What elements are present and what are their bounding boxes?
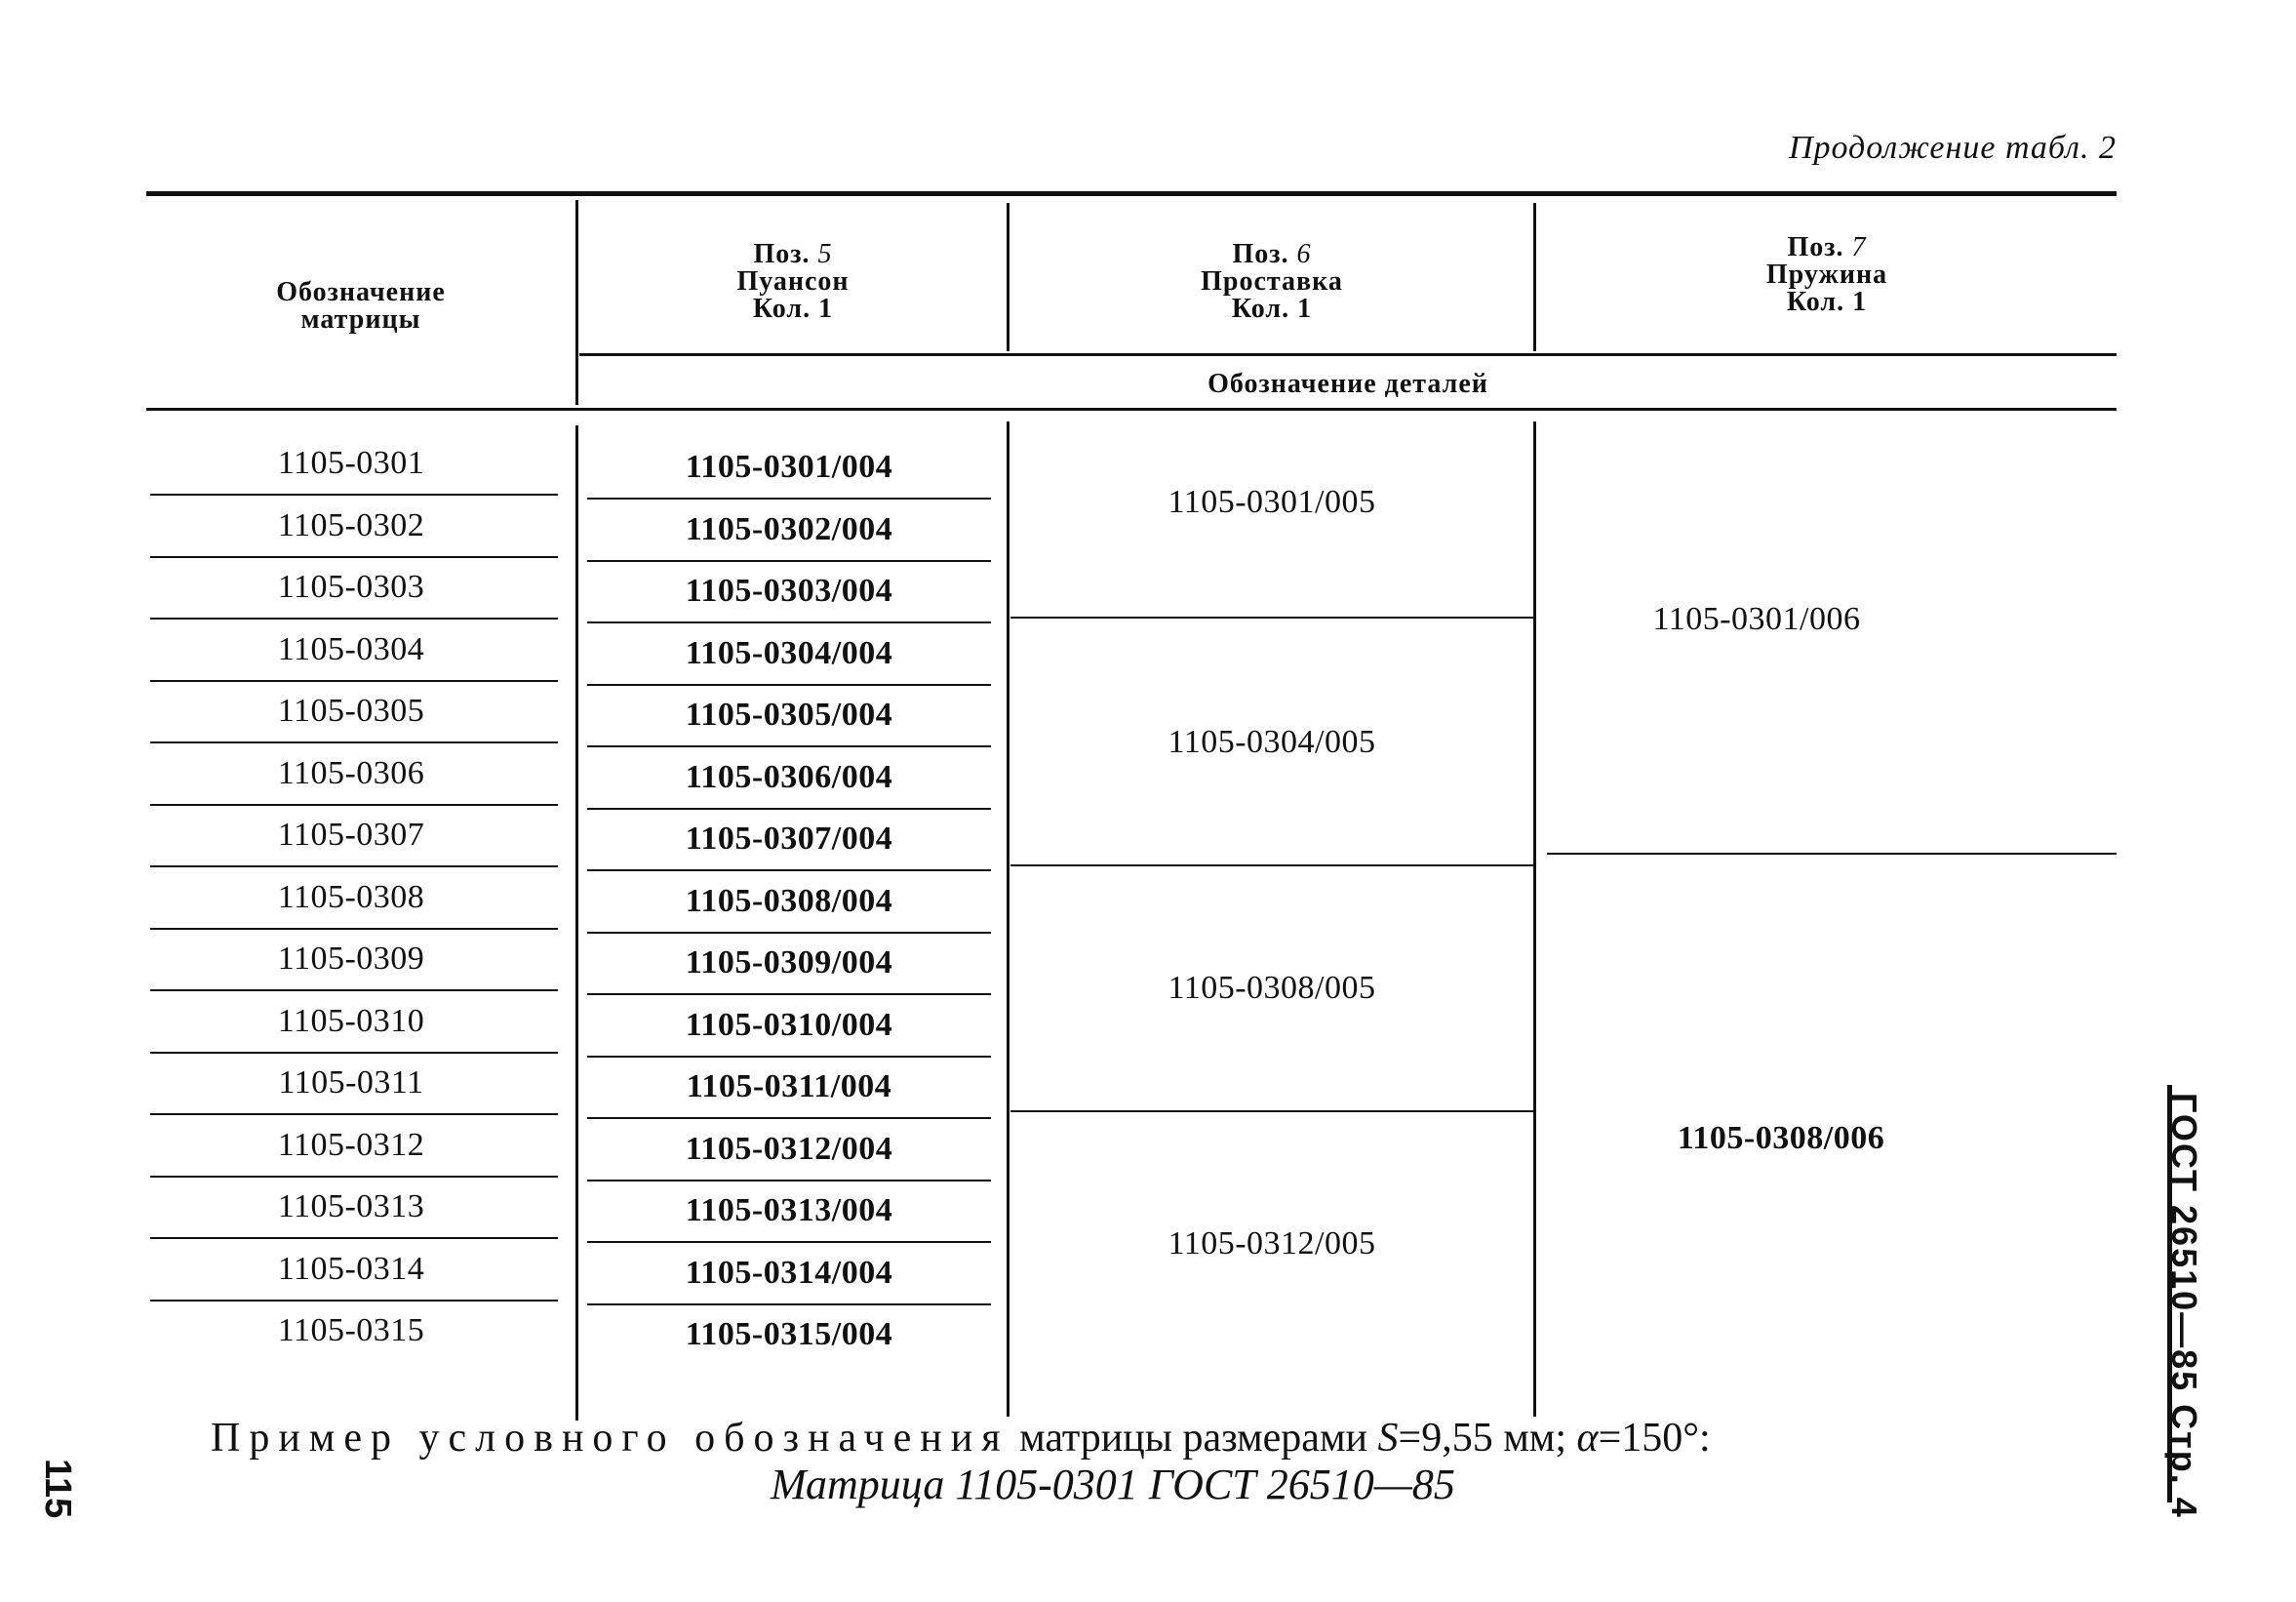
- row-divider-matrix: [150, 804, 558, 806]
- header-parts-designation: Обозначение деталей: [1207, 369, 1488, 399]
- header-matrix-line-1: Обозначение: [276, 277, 446, 307]
- header-spacer-qty: Кол. 1: [1231, 294, 1313, 324]
- header-divider: [579, 353, 2117, 356]
- matrix-designation-cell: 1105-0313: [277, 1188, 425, 1224]
- row-divider-punch: [587, 808, 991, 810]
- row-divider-matrix: [150, 1052, 558, 1054]
- row-divider-punch: [587, 1241, 991, 1243]
- body-vline-3: [1533, 421, 1536, 1417]
- row-divider-matrix: [150, 618, 558, 620]
- row-divider-punch: [587, 745, 991, 747]
- matrix-designation-cell: 1105-0305: [277, 693, 425, 729]
- punch-designation-cell: 1105-0310/004: [685, 1006, 893, 1043]
- matrix-designation-cell: 1105-0303: [277, 569, 425, 605]
- spacer-group-1: 1105-0301/005: [1168, 484, 1376, 520]
- header-spring: [1537, 234, 2117, 316]
- matrix-designation-cell: 1105-0307: [277, 817, 425, 853]
- header-spring-pos-number: 7: [1851, 232, 1867, 262]
- header-vline-1: [575, 200, 578, 405]
- matrix-designation-cell: 1105-0314: [277, 1250, 425, 1287]
- header-punch-pos-prefix: Поз.: [753, 239, 811, 269]
- example-caption-lead: Пример условного обозначения: [211, 1416, 1009, 1461]
- row-divider-matrix: [150, 1300, 558, 1302]
- row-divider-matrix: [150, 556, 558, 558]
- header-spacer-name: Проставка: [1201, 266, 1343, 297]
- row-divider-punch: [587, 1117, 991, 1119]
- row-divider-punch: [587, 932, 991, 934]
- row-divider-punch: [587, 1303, 991, 1305]
- side-standard-text: ГОСТ 26510—85 Стр. 4: [2164, 1093, 2204, 1519]
- punch-designation-cell: 1105-0301/004: [685, 449, 893, 485]
- spacer-group-divider-3: [1010, 1110, 1533, 1112]
- page-number-text: 115: [37, 1459, 78, 1519]
- matrix-designation-cell: 1105-0308: [277, 878, 425, 915]
- header-vline-3: [1533, 203, 1536, 351]
- matrix-designation-cell: 1105-0301: [277, 445, 425, 481]
- header-spacer: [1010, 241, 1533, 323]
- spacer-group-3: 1105-0308/005: [1168, 970, 1376, 1006]
- punch-designation-cell: 1105-0312/004: [685, 1130, 893, 1167]
- punch-designation-cell: 1105-0306/004: [685, 758, 893, 795]
- example-s-value: =9,55 мм;: [1398, 1416, 1577, 1461]
- header-vline-2: [1007, 203, 1009, 351]
- header-spring-name: Пружина: [1765, 260, 1888, 290]
- example-alpha-value: =150°:: [1598, 1416, 1711, 1461]
- punch-designation-cell: 1105-0307/004: [685, 821, 893, 857]
- spring-group-1: 1105-0301/006: [1652, 601, 1861, 637]
- spacer-group-4: 1105-0312/005: [1168, 1225, 1376, 1262]
- table-top-border: [146, 191, 2117, 196]
- header-spring-pos-prefix: Поз.: [1787, 232, 1844, 262]
- header-spacer-pos-number: 6: [1296, 239, 1312, 269]
- row-divider-matrix: [150, 741, 558, 743]
- header-punch-pos-number: 5: [817, 239, 833, 269]
- header-spring-qty: Кол. 1: [1786, 287, 1868, 317]
- punch-designation-cell: 1105-0304/004: [685, 634, 893, 671]
- continuation-label: Продолжение табл. 2: [1788, 130, 2117, 166]
- header-punch: [579, 241, 1007, 323]
- row-divider-punch: [587, 684, 991, 686]
- punch-designation-cell: 1105-0303/004: [685, 573, 893, 609]
- row-divider-matrix: [150, 928, 558, 930]
- spacer-group-divider-1: [1010, 617, 1533, 619]
- row-divider-punch: [587, 1180, 991, 1181]
- body-vline-1: [575, 425, 578, 1421]
- spacer-group-divider-2: [1010, 864, 1533, 866]
- punch-designation-cell: 1105-0302/004: [685, 510, 893, 547]
- row-divider-matrix: [150, 680, 558, 682]
- row-divider-matrix: [150, 989, 558, 991]
- header-matrix-line-2: матрицы: [300, 304, 421, 335]
- row-divider-matrix: [150, 1176, 558, 1178]
- example-alpha-symbol: α: [1576, 1416, 1599, 1461]
- spring-group-2: 1105-0308/006: [1677, 1120, 1885, 1156]
- matrix-designation-cell: 1105-0315: [277, 1312, 425, 1348]
- matrix-designation-cell: 1105-0304: [277, 630, 425, 667]
- row-divider-matrix: [150, 1113, 558, 1115]
- row-divider-matrix: [150, 865, 558, 867]
- example-s-symbol: S: [1377, 1416, 1399, 1461]
- header-spacer-pos-prefix: Поз.: [1232, 239, 1289, 269]
- row-divider-punch: [587, 869, 991, 871]
- header-bottom-border: [146, 408, 2117, 411]
- example-designation: Матрица 1105-0301 ГОСТ 26510—85: [771, 1461, 1455, 1508]
- row-divider-punch: [587, 621, 991, 623]
- matrix-designation-cell: 1105-0311: [278, 1064, 424, 1101]
- header-spacer-pos: [1010, 241, 1533, 268]
- punch-designation-cell: 1105-0311/004: [686, 1068, 892, 1104]
- punch-designation-cell: 1105-0313/004: [685, 1192, 893, 1228]
- punch-designation-cell: 1105-0305/004: [685, 697, 893, 733]
- row-divider-punch: [587, 993, 991, 995]
- header-spring-pos: [1537, 234, 2117, 261]
- matrix-designation-cell: 1105-0302: [277, 506, 425, 543]
- matrix-designation-cell: 1105-0309: [277, 941, 425, 977]
- punch-designation-cell: 1105-0308/004: [685, 882, 893, 919]
- punch-designation-cell: 1105-0314/004: [685, 1254, 893, 1291]
- matrix-designation-cell: 1105-0306: [277, 754, 425, 791]
- punch-designation-cell: 1105-0315/004: [685, 1316, 893, 1352]
- punch-designation-cell: 1105-0309/004: [685, 944, 893, 981]
- spring-group-divider: [1547, 853, 2117, 855]
- row-divider-matrix: [150, 494, 558, 496]
- example-caption: [211, 1415, 1711, 1462]
- body-vline-2: [1007, 421, 1009, 1417]
- spacer-group-2: 1105-0304/005: [1168, 724, 1376, 760]
- header-punch-pos: [579, 241, 1007, 268]
- header-punch-qty: Кол. 1: [752, 294, 834, 324]
- row-divider-matrix: [150, 1237, 558, 1239]
- example-caption-rest: матрицы размерами: [1009, 1416, 1378, 1461]
- matrix-designation-cell: 1105-0310: [277, 1002, 425, 1039]
- matrix-designation-cell: 1105-0312: [277, 1126, 425, 1163]
- header-punch-name: Пуансон: [736, 266, 850, 297]
- row-divider-punch: [587, 498, 991, 500]
- row-divider-punch: [587, 1056, 991, 1058]
- header-matrix: [146, 279, 575, 334]
- row-divider-punch: [587, 560, 991, 562]
